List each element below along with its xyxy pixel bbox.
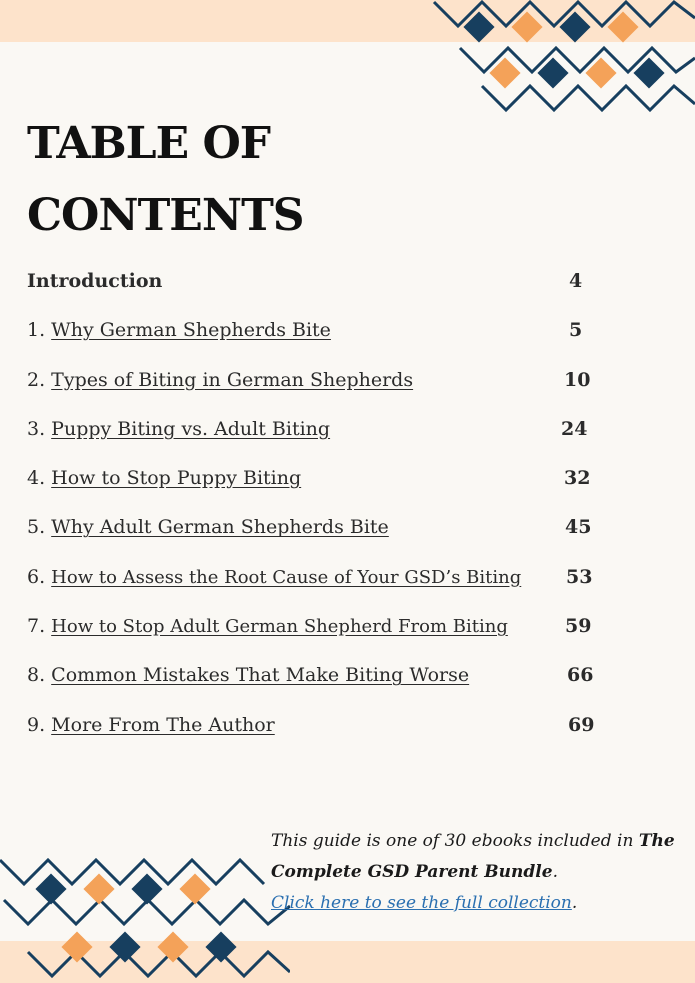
page-title-line-2: CONTENTS bbox=[27, 190, 304, 241]
bundle-name: The Complete GSD Parent Bundle bbox=[271, 831, 675, 882]
toc-link-more-from-author[interactable]: More From The Author bbox=[51, 713, 275, 736]
toc-link-stop-adult-gsd-biting[interactable]: How to Stop Adult German Shepherd From Biting bbox=[51, 616, 508, 638]
toc-entry-8 bbox=[27, 656, 647, 705]
toc-entry-2 bbox=[27, 361, 647, 410]
toc-entry-3 bbox=[27, 410, 647, 459]
toc-entry-number: 9. bbox=[27, 713, 52, 736]
toc-page-number: 53 bbox=[566, 565, 593, 588]
toc-entry-number: 1. bbox=[27, 319, 52, 342]
link-suffix: . bbox=[571, 893, 578, 913]
toc-entry-number: 8. bbox=[27, 664, 52, 687]
toc-page-number: 5 bbox=[569, 319, 583, 342]
page-title-line-1: TABLE OF bbox=[27, 118, 271, 169]
toc-entry-introduction bbox=[27, 262, 647, 311]
toc-entry-number: 2. bbox=[27, 368, 52, 391]
toc-entry-number: 6. bbox=[27, 565, 52, 588]
toc-entry-4 bbox=[27, 459, 647, 508]
toc-link-types-of-biting[interactable]: Types of Biting in German Shepherds bbox=[51, 368, 414, 391]
bundle-note-text: This guide is one of 30 ebooks included in bbox=[271, 831, 639, 851]
bundle-note-end: . bbox=[552, 862, 558, 882]
toc-entry-1 bbox=[27, 311, 647, 360]
toc-link-why-german-shepherds-bite[interactable]: Why German Shepherds Bite bbox=[51, 319, 331, 342]
toc-entry-number: 5. bbox=[27, 516, 52, 539]
toc-entry-number: 3. bbox=[27, 417, 52, 440]
full-collection-link[interactable]: Click here to see the full collection bbox=[271, 893, 572, 913]
toc-link-stop-puppy-biting[interactable]: How to Stop Puppy Biting bbox=[51, 467, 302, 490]
toc-entry-title: Introduction bbox=[27, 270, 163, 292]
toc-link-assess-root-cause[interactable]: How to Assess the Root Cause of Your GSD’s Biting bbox=[51, 566, 522, 588]
toc-page-number: 69 bbox=[568, 713, 595, 736]
table-of-contents bbox=[27, 262, 647, 755]
toc-link-why-adult-gsd-bite[interactable]: Why Adult German Shepherds Bite bbox=[51, 516, 389, 539]
diamond-pattern-bottom-decoration bbox=[0, 852, 290, 983]
toc-entry-number: 4. bbox=[27, 467, 52, 490]
toc-page-number: 45 bbox=[565, 516, 592, 539]
toc-entry-9 bbox=[27, 706, 647, 755]
toc-page-number: 66 bbox=[567, 664, 594, 687]
bundle-note bbox=[271, 826, 691, 919]
toc-page-number: 10 bbox=[564, 368, 591, 391]
toc-link-puppy-vs-adult-biting[interactable]: Puppy Biting vs. Adult Biting bbox=[51, 417, 331, 440]
page-title bbox=[27, 108, 304, 252]
toc-entry-6 bbox=[27, 558, 647, 607]
toc-entry-7 bbox=[27, 607, 647, 656]
diamond-pattern-top-decoration bbox=[430, 0, 695, 115]
toc-entry-5 bbox=[27, 508, 647, 557]
toc-page-number: 32 bbox=[564, 467, 591, 490]
toc-entry-number: 7. bbox=[27, 615, 52, 638]
toc-page-number: 24 bbox=[561, 417, 588, 440]
toc-page-number: 4 bbox=[569, 270, 583, 292]
toc-page-number: 59 bbox=[565, 615, 592, 638]
toc-link-common-mistakes[interactable]: Common Mistakes That Make Biting Worse bbox=[51, 664, 470, 687]
